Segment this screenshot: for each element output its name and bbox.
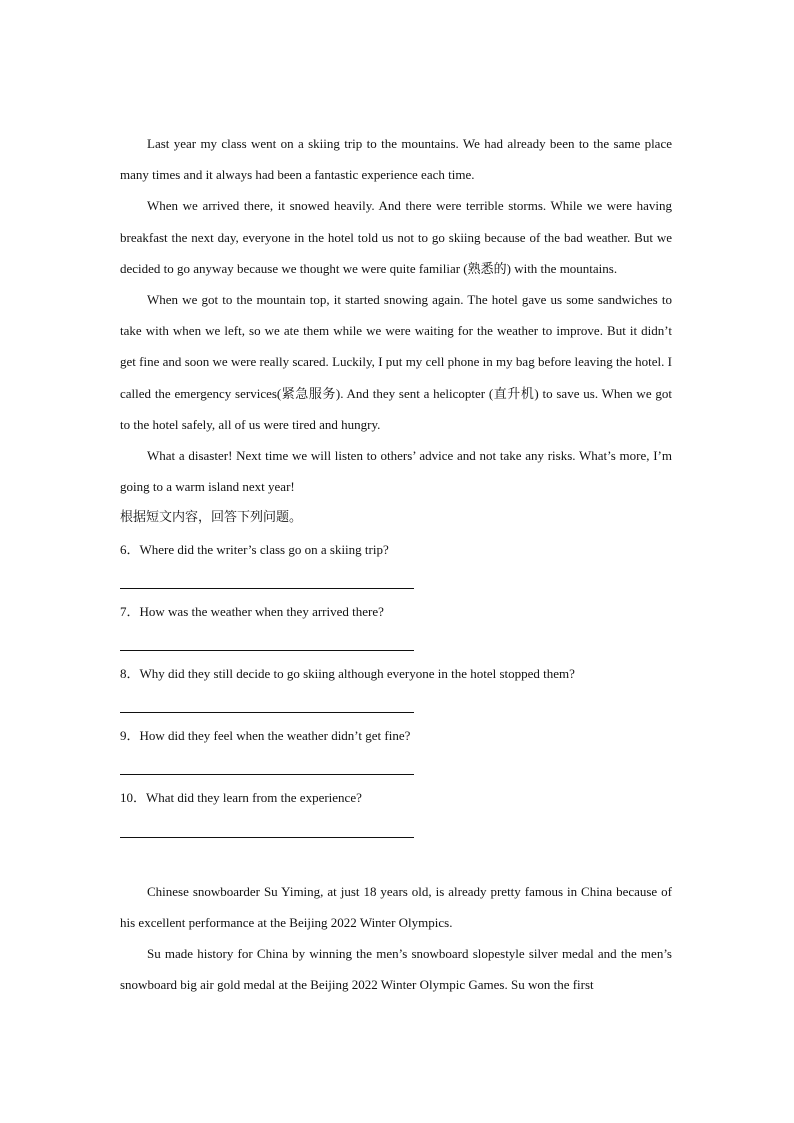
question-text <box>120 782 672 813</box>
answer-line[interactable] <box>120 565 414 596</box>
question-body: How did they feel when the weather didn’t get fine? <box>139 728 411 744</box>
answer-line[interactable] <box>120 814 414 845</box>
document-content <box>120 128 672 1000</box>
passage2-paragraph-1: Chinese snowboarder Su Yiming, at just 18 years old, is already pretty famous in China because of his excellent performance at the Beijing 2022 Winter Olympics. <box>120 883 672 930</box>
question-9 <box>120 720 672 782</box>
passage1-paragraph-2: When we arrived there, it snowed heavily. And there were terrible storms. While we were having breakfast the next day, everyone in the hotel told us not to go skiing because of the bad weather. But we decided to go anyway because we thought we were quite familiar (熟悉的) with the mountains. <box>120 198 672 276</box>
question-number: 6． <box>120 541 140 557</box>
instruction-text: 根据短文内容，回答下列问题。 <box>120 510 303 526</box>
question-body: Where did the writer’s class go on a skiing trip? <box>139 541 389 557</box>
question-number: 8． <box>120 666 140 682</box>
question-text <box>120 534 672 565</box>
question-7 <box>120 596 672 658</box>
question-text <box>120 720 672 751</box>
question-body: What did they learn from the experience? <box>146 790 362 806</box>
question-text <box>120 658 672 689</box>
answer-line[interactable] <box>120 689 414 720</box>
passage2-paragraph-2: Su made history for China by winning the men’s snowboard slopestyle silver medal and the men’s snowboard big air gold medal at the Beijing 2022 Winter Olympic Games. Su won the first <box>120 946 672 993</box>
passage1-paragraph-3: When we got to the mountain top, it started snowing again. The hotel gave us some sandwiches to take with when we left, so we ate them while we were waiting for the weather to improve. But it didn’t get fine and soon we were really scared. Luckily, I put my cell phone in my bag before leaving the hotel. I called the emergency services(紧急服务). And they sent a helicopter (直升机) to save us. When we got to the hotel safely, all of us were tired and hungry. <box>120 292 672 432</box>
question-8 <box>120 658 672 720</box>
question-6 <box>120 534 672 596</box>
section-spacer <box>120 845 672 876</box>
question-body: Why did they still decide to go skiing although everyone in the hotel stopped them? <box>139 666 575 682</box>
question-number: 9． <box>120 728 140 744</box>
passage1-paragraph-1: Last year my class went on a skiing trip to the mountains. We had already been to the same place many times and it always had been a fantastic experience each time. <box>120 136 672 183</box>
question-number: 10． <box>120 790 147 806</box>
question-10 <box>120 782 672 844</box>
question-text <box>120 596 672 627</box>
answer-line[interactable] <box>120 751 414 782</box>
answer-line[interactable] <box>120 627 414 658</box>
question-body: How was the weather when they arrived there? <box>139 603 384 619</box>
passage1-paragraph-4: What a disaster! Next time we will listen to others’ advice and not take any risks. What’s more, I’m going to a warm island next year! <box>120 448 672 495</box>
question-number: 7． <box>120 603 140 619</box>
